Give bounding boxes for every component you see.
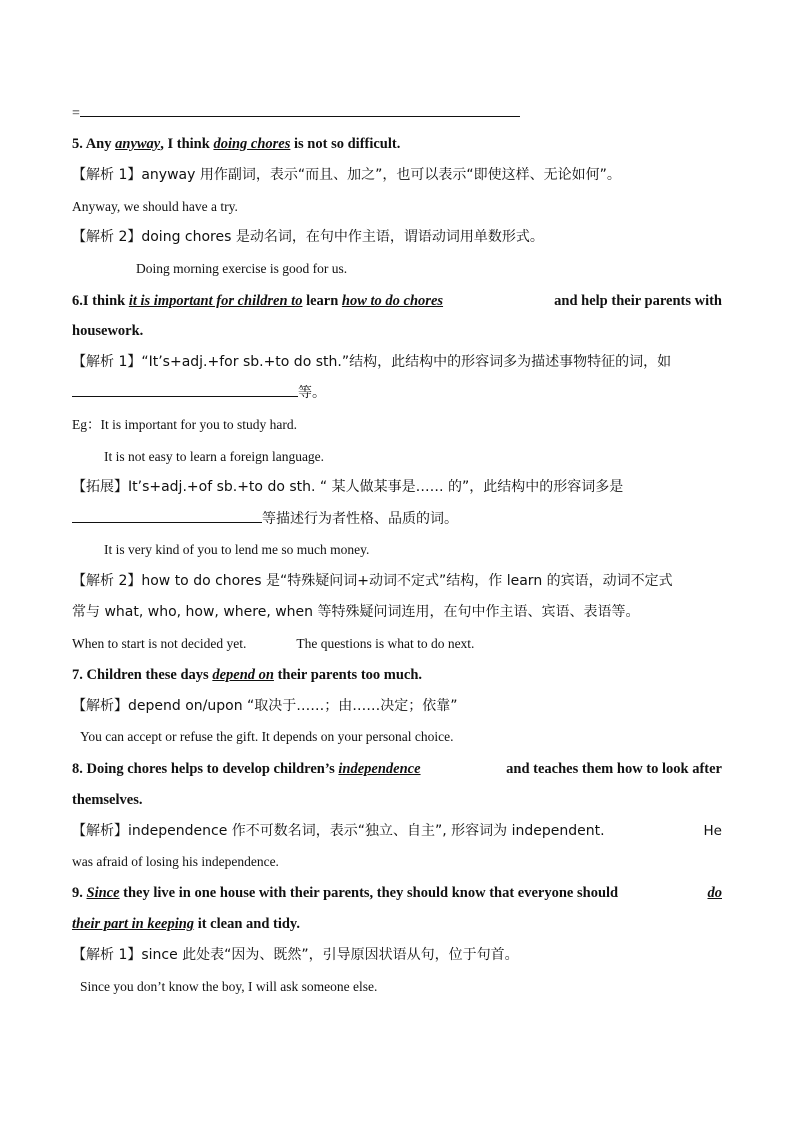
q8-example: was afraid of losing his independence.: [72, 854, 279, 869]
q9-example: Since you don’t know the boy, I will ask someone else.: [80, 979, 378, 994]
question-9-line-2: their part in keeping it clean and tidy.: [72, 916, 301, 932]
q8-analysis: 【解析】independence 作不可数名词，表示“独立、自主”, 形容词为 independent. He: [72, 823, 722, 839]
question-6-line-2: housework.: [72, 323, 144, 339]
q6-extension: 【拓展】It’s+adj.+of sb.+to do sth. “ 某人做某事是…… 的”，此结构中的形容词多是: [72, 479, 624, 495]
q5-example-1: Anyway, we should have a try.: [72, 199, 238, 214]
question-8: 8. Doing chores helps to develop children’s independence and teaches them how to look after: [72, 761, 722, 777]
answer-blank-line: =: [72, 104, 722, 123]
q6-analysis-1: 【解析 1】“It’s+adj.+for sb.+to do sth.”结构，此结构中的形容词多为描述事物特征的词，如: [72, 354, 672, 370]
q6-analysis-2-line-1: 【解析 2】how to do chores 是“特殊疑问词+动词不定式”结构，作 learn 的宾语，动词不定式: [72, 573, 673, 589]
q6-analysis-2-examples: When to start is not decided yet. The questions is what to do next.: [72, 636, 475, 651]
q7-example: You can accept or refuse the gift. It depends on your personal choice.: [80, 729, 454, 744]
question-7: 7. Children these days depend on their parents too much.: [72, 667, 423, 683]
q6-example-1: Eg：It is important for you to study hard.: [72, 417, 297, 432]
blank: [72, 510, 262, 523]
q5-analysis-2: 【解析 2】doing chores 是动名词，在句中作主语，谓语动词用单数形式。: [72, 229, 544, 245]
q5-analysis-1: 【解析 1】anyway 用作副词，表示“而且、加之”，也可以表示“即使这样、无论如何”。: [72, 167, 621, 183]
q5-example-2: Doing morning exercise is good for us.: [136, 261, 348, 276]
q6-extension-example: It is very kind of you to lend me so much money.: [104, 542, 370, 557]
question-5: 5. Any anyway, I think doing chores is not so difficult.: [72, 136, 401, 152]
q6-analysis-2-line-2: 常与 what, who, how, where, when 等特殊疑问词连用，在句中作主语、宾语、表语等。: [72, 604, 640, 620]
q6-example-2: It is not easy to learn a foreign language.: [104, 449, 325, 464]
question-9: 9. Since they live in one house with their parents, they should know that everyone should do: [72, 885, 722, 901]
q6-extension-blank: 等描述行为者性格、品质的词。: [72, 510, 722, 528]
blank: [80, 104, 520, 117]
q6-analysis-1-blank: 等。: [72, 384, 722, 402]
question-6: 6.I think it is important for children to learn how to do chores and help their parents with: [72, 293, 722, 309]
q9-analysis: 【解析 1】since 此处表“因为、既然”，引导原因状语从句，位于句首。: [72, 947, 519, 963]
question-8-line-2: themselves.: [72, 792, 143, 808]
q7-analysis: 【解析】depend on/upon “取决于……；由……决定；依靠”: [72, 698, 458, 714]
blank: [72, 384, 298, 397]
